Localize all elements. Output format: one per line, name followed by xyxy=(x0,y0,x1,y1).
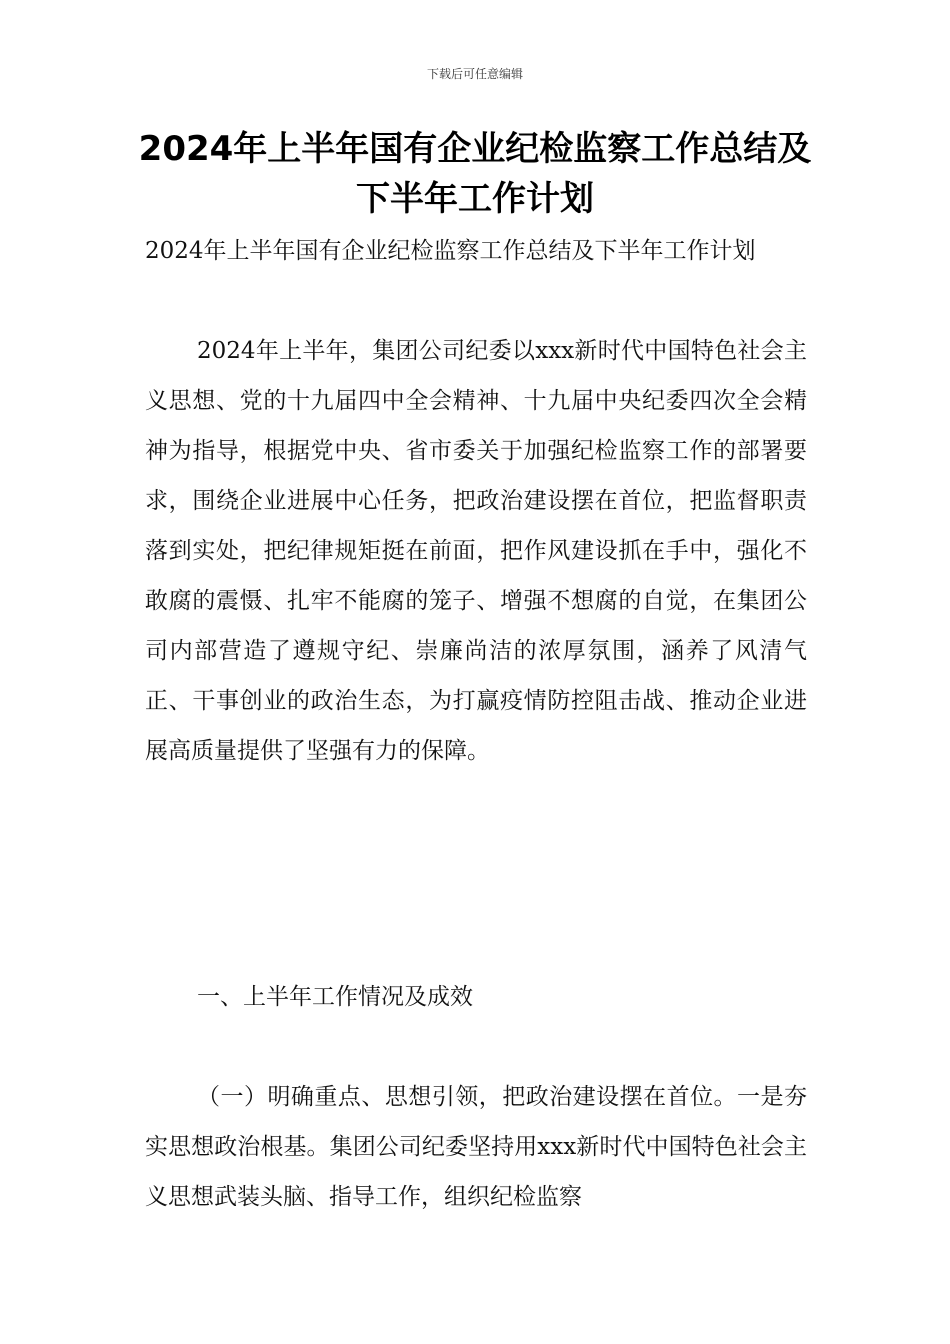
subtitle-line: 2024年上半年国有企业纪检监察工作总结及下半年工作计划 xyxy=(145,238,756,264)
section-heading: 一、上半年工作情况及成效 xyxy=(197,984,473,1010)
document-title: 2024年上半年国有企业纪检监察工作总结及下半年工作计划 xyxy=(138,129,812,219)
paragraph-section-one: （一）明确重点、思想引领，把政治建设摆在首位。一是夯实思想政治根基。集团公司纪委坚持用xxx新时代中国特色社会主义思想武装头脑、指导工作，组织纪检监察 xyxy=(145,1084,807,1210)
header-note: 下载后可任意编辑 xyxy=(426,67,523,81)
paragraph-intro: 2024年上半年，集团公司纪委以xxx新时代中国特色社会主义思想、党的十九届四中全会精神、十九届中央纪委四次全会精神为指导，根据党中央、省市委关于加强纪检监察工作的部署要求，围绕企业进展中心任务，把政治建设摆在首位，把监督职责落到实处，把纪律规矩挺在前面，把作风建设抓在手中，强化不敢腐的震慑、扎牢不能腐的笼子、增强不想腐的自觉，在集团公司内部营造了遵规守纪、崇廉尚洁的浓厚氛围，涵养了风清气正、干事创业的政治生态，为打赢疫情防控阻击战、推动企业进展高质量提供了坚强有力的保障。 xyxy=(145,338,807,764)
